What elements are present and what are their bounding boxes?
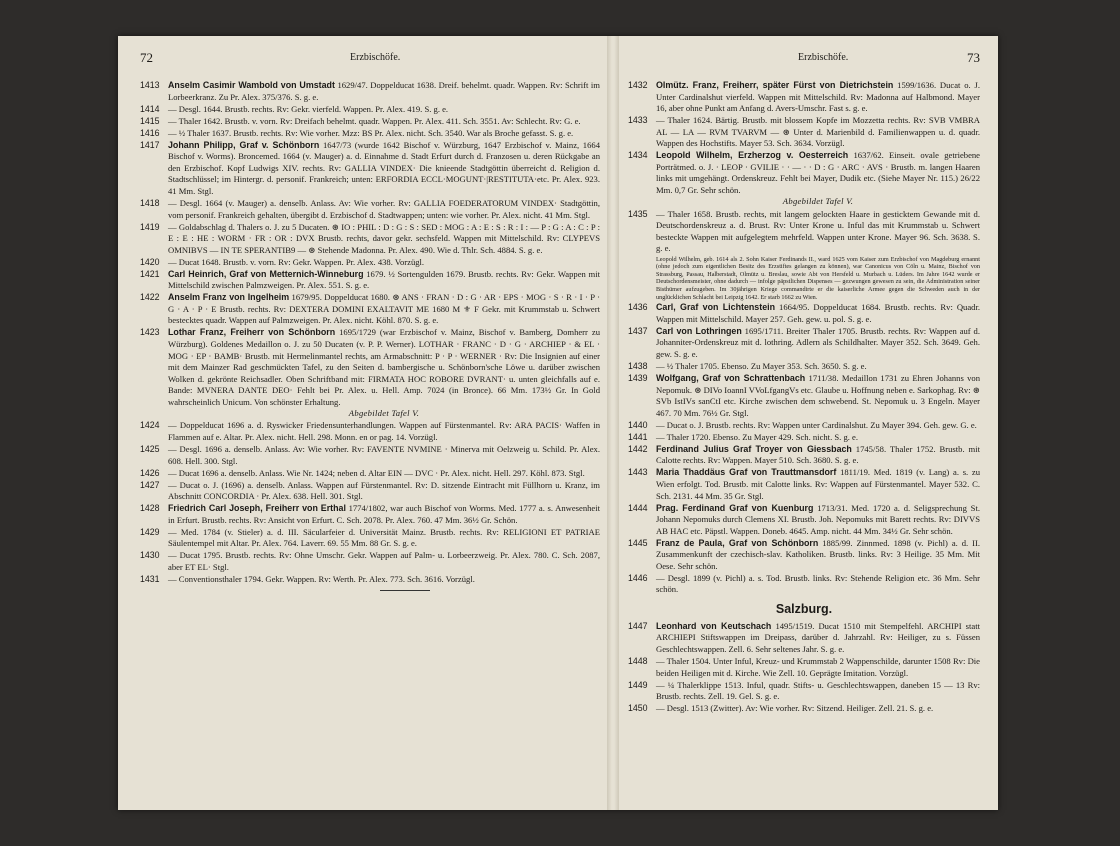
catalog-entry (140, 468, 600, 480)
entry-number: 1432 (628, 80, 648, 90)
entry-number: 1428 (140, 503, 160, 514)
catalog-entry (140, 292, 600, 327)
entry-text: — Ducat 1696 a. denselb. Anlass. Wie Nr. 1424; neben d. Altar EIN — DVC · Pr. Alex. nicht. Hell. 297. Köhl. 873. Stgl. (168, 467, 585, 478)
catalog-entry (628, 680, 980, 703)
left-page-number: 72 (140, 50, 153, 65)
entry-number: 1434 (628, 150, 648, 161)
plate-caption: Abgebildet Tafel V. (348, 408, 420, 419)
entry-text: 1695/1711. Breiter Thaler 1705. Brustb. rechts. Rv: Wappen auf d. Johanniter-Ordenskreuz mit d. lothring. Adlern als Schildhalter. Mayer 352. Sch. 3649. Geh. gew. S. g. e. (656, 325, 980, 359)
entry-ruler-name: Friedrich Carl Joseph, Freiherr von Erthal (168, 503, 346, 514)
entry-text: — ½ Thaler 1705. Ebenso. Zu Mayer 353. Sch. 3650. S. g. e. (656, 361, 867, 371)
entry-ruler-name: Wolfgang, Graf von Schrattenbach (656, 373, 806, 384)
entry-text: — Ducat o. J. Brustb. rechts. Rv: Wappen unter Cardinalshut. Zu Mayer 394. Geh. gew. G. e. (656, 419, 977, 430)
catalog-entry (628, 656, 980, 679)
catalog-entry (628, 361, 980, 373)
catalog-entry (140, 574, 600, 586)
entry-ruler-name: Maria Thaddäus Graf von Trauttmansdorf (656, 467, 837, 478)
catalog-entry (140, 527, 600, 550)
entry-number: 1433 (628, 115, 648, 126)
entry-text: — Goldabschlag d. Thalers o. J. zu 5 Ducaten. ⊛ IO : PHIL : D : G : S : SED : MOG : A : E : S : R : I : — P : G : A : C : P : E : E : HE : WORM · FR : OR : DVX Brustb. rechts, davor gekr. sechsfeld. Wappen mit Mittelschild. Rv: CLYPEVS OMNIBVS — IN TE SPERANTIB9 — ⊛ Stehende Madonna. Pr. Alex. 490. Wie d. Thlr. Sch. 4884. S. g. e. (168, 221, 600, 255)
entry-ruler-name: Ferdinand Julius Graf Troyer von Giessbach (656, 443, 852, 454)
salzburg-entry-list (628, 621, 980, 715)
entry-number: 1447 (628, 620, 648, 631)
catalog-entry (140, 420, 600, 443)
entry-number: 1417 (140, 139, 160, 150)
right-page (628, 50, 980, 715)
entry-text: — Conventionsthaler 1794. Gekr. Wappen. Rv: Werth. Pr. Alex. 773. Sch. 3616. Vorzügl. (168, 573, 475, 584)
left-page (140, 50, 600, 591)
catalog-entry (628, 150, 980, 208)
entry-text: 1599/1636. Ducat o. J. Unter Cardinalshut vierfeld. Wappen mit Mittelschild. Rv: Madonna auf Halbmond. Mayer 16, aber ohne Punkt am Anfang d. Avers-Umschr. Fast s. g. e. (656, 80, 980, 114)
catalog-entry (140, 198, 600, 221)
catalog-entry (628, 80, 980, 115)
catalog-entry (628, 326, 980, 361)
entry-text: — Ducat o. J. (1696) a. denselb. Anlass. Wappen auf Fürstenmantel. Rv: D. sitzende Eintracht mit Füllhorn u. Kranz, im Abschnitt CONCORDIA · Pr. Alex. 638. Hell. 301. Stgl. (168, 479, 600, 502)
entry-text: 1885/99. Zinnmed. 1898 (v. Pichl) a. d. II. Zusammenkunft der czechisch-slav. Katholiken. Brustb. links. Rv: 3 Heilige. 35 Mm. Mit Oese. Sehr schön. (656, 537, 980, 571)
entry-text: 1695/1729 (war Erzbischof v. Mainz, Bischof v. Bamberg, Domherr zu Würzburg). Goldenes Medaillon o. J. zu 50 Ducaten (v. P. P. Werner). LOTHAR · FRANC · D · G · ARCHIEP · & EL · MOG · EP · BAMB· Brustb. mit Hermelinmantel rechts, am Armabschnitt: P · P · WERNER · Rv: Die Insignien auf einer mit dem Mainzer Rad geschmückten Tafel, zu den Seiten d. bambergische u. Schönborn'sche Löwe u. darüber zwischen Wolken d. gekrönte Reichsadler. Oben Schriftband mit: FIRMATA HOC ROBORE DVRANT· u. unten gleichfalls auf e. Bande: MVNERA DANTE DEO· Fehlt bei Pr. Alex. u. Hell. Amp. 7024 (in Bronce). 66 Mm. 173½ Gr. In Gold wahrscheinlich Unicum. Von schönster Erhaltung. (168, 327, 601, 407)
entry-text: — Med. 1784 (v. Stieler) a. d. III. Säcularfeier d. Universität Mainz. Brustb. rechts. Rv: RELIGIONI ET PATRIAE Säulentempel mit Altar. Pr. Alex. 764. Laverr. 69. 55 Mm. 88 Gr. S. g. e. (168, 526, 600, 549)
entry-ruler-name: Leonhard von Keutschach (656, 620, 772, 631)
entry-ruler-name: Leopold Wilhelm, Erzherzog v. Oesterreich (656, 150, 849, 161)
entry-number: 1442 (628, 443, 648, 454)
entry-number: 1443 (628, 467, 648, 478)
entry-text: — Desgl. 1899 (v. Pichl) a. s. Tod. Brustb. links. Rv: Stehende Religion etc. 36 Mm. Sehr schön. (656, 572, 980, 595)
entry-text: — Desgl. 1513 (Zwitter). Av: Wie vorher. Rv: Sitzend. Heiliger. Zell. 21. S. g. e. (656, 703, 934, 714)
catalog-entry (628, 373, 980, 419)
catalog-entry (140, 480, 600, 503)
catalog-entry (140, 104, 600, 116)
catalog-entry (140, 80, 600, 103)
entry-number: 1426 (140, 467, 160, 478)
catalog-entry (140, 116, 600, 128)
right-running-head (628, 50, 980, 66)
left-entry-list (140, 80, 600, 586)
catalog-entry (628, 467, 980, 502)
catalog-entry (628, 538, 980, 573)
entry-number: 1438 (628, 361, 648, 371)
catalog-entry (140, 444, 600, 467)
catalog-entry (628, 444, 980, 467)
entry-text: 1647/73 (wurde 1642 Bischof v. Würzburg, 1647 Erzbischof v. Mainz, 1664 Bischof v. Worms). Broncemed. 1664 (v. Mauger) a. d. Einnahme d. Stadt Erfurt durch d. Franzosen u. deren Rückgabe an den Erzbischof. Kopf Ludwigs XIV. rechts. Rv: GALLIA VINDEX· Die knieende Stadtgöttin überreicht d. Religion d. Stadtschlüssel; im Hintergr. d. personif. Frankreich; unten: ERFORDIA ECCL·MOGUNT·|RESTITUTA·etc. Pr. Alex. 923. 41 Mm. Stgl. (168, 139, 600, 196)
entry-number: 1441 (628, 431, 648, 442)
right-entry-list (628, 80, 980, 596)
entry-ruler-name: Franz de Paula, Graf von Schönborn (656, 537, 819, 548)
entry-text: — Thaler 1504. Unter Inful, Kreuz- und Krummstab 2 Wappenschilde, darunter 1508 Rv: Die beiden Heiligen mit d. Kirche. Wie Zell. 10. Geprägte Imitation. Vorzügl. (656, 656, 980, 678)
entry-number: 1448 (628, 656, 648, 667)
entry-text: — Ducat 1795. Brustb. rechts. Rv: Ohne Umschr. Gekr. Wappen auf Palm- u. Lorbeerzweig. Pr. Alex. 780. C. Sch. 2087, aber ET EL· Stgl. (168, 550, 600, 572)
entry-text: 1713/31. Med. 1720 a. d. Seligsprechung St. Johann Nepomuks durch Clemens XI. Brustb. Joh. Nepomuks mit Barett rechts. Rv: DIVVS AB HAC etc. Päpstl. Wappen. Doneb. 4645. Amp. nicht. 44 Mm. 34½ Gr. Sehr schön. (656, 502, 980, 536)
entry-number: 1437 (628, 325, 648, 336)
entry-ruler-name: Carl Heinrich, Graf von Metternich-Winneburg (168, 268, 364, 279)
right-page-number: 73 (967, 50, 980, 65)
catalog-entry (628, 420, 980, 432)
entry-ruler-name: Carl von Lothringen (656, 325, 742, 336)
entry-number: 1450 (628, 703, 648, 714)
entry-text: — Desgl. 1696 a. denselb. Anlass. Av: Wie vorher. Rv: FAVENTE NVMINE · Minerva mit Oelzweig u. Schild. Pr. Alex. 608. Hell. 300. Stgl. (168, 443, 600, 466)
book-gutter (607, 36, 619, 810)
entry-text: — ½ Thaler 1637. Brustb. rechts. Rv: Wie vorher. Mzz: BS Pr. Alex. nicht. Sch. 3540. War als Broche gefasst. S. g. e. (168, 127, 574, 138)
entry-text: — Thaler 1720. Ebenso. Zu Mayer 429. Sch. nicht. S. g. e. (656, 431, 858, 442)
end-rule (380, 590, 430, 591)
entry-text: 1774/1802, war auch Bischof von Worms. Med. 1777 a. s. Anwesenheit in Erfurt. Brustb. rechts. Rv: Ansicht von Erfurt. C. Sch. 2078. Pr. Alex. 760. 47 Mm. 36½ Gr. Schön. (168, 503, 601, 525)
entry-number: 1430 (140, 550, 160, 561)
right-running-title: Erzbischöfe. (798, 52, 849, 63)
entry-text: — Thaler 1658. Brustb. rechts, mit langem gelockten Haare in gesticktem Gewande mit d. Deutschordenskreuz a. d. Brust. Rv: Unter Krone u. Inful das mit Krummstab u. Schwert besteckte Wappen mit aufgelegtem mehrfeld. Wappen unter Krone. Mayer 96. Sch. 3638. S. g. e. (656, 208, 980, 254)
section-heading: Salzburg. (775, 601, 833, 616)
entry-text: 1711/38. Medaillon 1731 zu Ehren Johanns von Nepomuk. ⊛ DIVo IoannI VVoLfgangVs etc. Glaube u. Hoffnung neben e. Sarkophag. Rv: ⊛ SVb IstIVs sanCtI etc. Kirche zwischen dem schwebend. St. Nepomuk u. 3 Engeln. Mayer 467. 70 Mm. 76½ Gr. Stgl. (656, 373, 981, 418)
entry-number: 1429 (140, 526, 160, 537)
entry-number: 1416 (140, 127, 160, 138)
entry-number: 1425 (140, 443, 160, 454)
entry-number: 1431 (140, 573, 160, 584)
catalog-entry (628, 209, 980, 302)
catalog-entry (628, 115, 980, 150)
entry-number: 1440 (628, 419, 648, 430)
entry-text: 1679/95. Doppelducat 1680. ⊛ ANS · FRAN · D : G · AR · EPS · MOG · S · R · I · P · G · A · P · E Brustb. rechts. Rv: DEXTERA DOMINI EXALTAVIT ME 1680 M ⚜ F Gekr. mit Krummstab u. Schwert bestecktes quadr. Wappen auf Palmzweigen. Pr. Alex. nicht. Köhl. 870. S. g. e. (168, 292, 600, 326)
catalog-entry (628, 503, 980, 538)
entry-ruler-name: Prag. Ferdinand Graf von Kuenburg (656, 502, 814, 513)
catalog-entry (140, 222, 600, 257)
plate-caption: Abgebildet Tafel V. (782, 196, 854, 207)
catalog-entry (140, 257, 600, 269)
entry-text: — Thaler 1624. Bärtig. Brustb. mit blossem Kopfe im Mozzetta rechts. Rv: SVB VMBRA AL — LA — RVM TVARVM — ⊛ Unter d. Marienbild d. Familienwappen u. d. quadr. Wappen des Hochstifts. Mayer 53. Sch. 3634. Vorzügl. (656, 115, 980, 149)
entry-number: 1419 (140, 221, 160, 232)
entry-number: 1422 (140, 292, 160, 303)
book-spread (118, 36, 998, 810)
entry-text: 1664/95. Doppelducat 1684. Brustb. rechts. Rv: Quadr. Wappen mit Mittelschild. Mayer 257. Geh. gew. u. pol. S. g. e. (656, 302, 980, 324)
entry-number: 1421 (140, 268, 160, 279)
entry-ruler-name: Anselm Casimir Wambold von Umstadt (168, 80, 335, 90)
catalog-entry (628, 432, 980, 444)
entry-number: 1445 (628, 537, 648, 548)
entry-text: — Thaler 1642. Brustb. v. vorn. Rv: Dreifach behelmt. quadr. Wappen. Pr. Alex. 411. Sch. 3551. Av: Schlecht. Rv: G. e. (168, 115, 581, 126)
entry-ruler-name: Lothar Franz, Freiherr von Schönborn (168, 327, 336, 338)
entry-number: 1414 (140, 103, 160, 114)
entry-number: 1449 (628, 679, 648, 690)
entry-text: 1629/47. Doppelducat 1638. Dreif. behelmt. quadr. Wappen. Rv: Schrift im Lorbeerkranz. Zu Pr. Alex. 375/376. S. g. e. (168, 80, 600, 102)
entry-text: 1745/58. Thaler 1752. Brustb. mit Calotte rechts. Rv: Wappen. Mayer 510. Sch. 3680. S. g. e. (656, 443, 980, 466)
entry-number: 1446 (628, 572, 648, 583)
entry-number: 1420 (140, 256, 160, 267)
entry-text: 1637/62. Einseit. ovale getriebene Porträtmed. o. J. · LEOP · GVILIE · · — · · D : G · ARC · AVS · Brustb. m. langen Haaren links mit umgehängt. Ordenskreuz. Fehlt bei Mayer, Dudik etc. (Siehe Mayer Nr. 115.) 26/22 Mm. 0,7 Gr. Sehr schön. (656, 150, 980, 195)
entry-ruler-name: Johann Philipp, Graf v. Schönborn (168, 139, 320, 150)
entry-text: 1495/1519. Ducat 1510 mit Stempelfehl. ARCHIPI statt ARCHIEPI Stiftswappen im Dreipass, darüber d. Jahrzahl. Rv: Heiliger, zu s. Füssen Geschlechtswappen. Zell. 6. Sehr seltenes Jahr. S. g. e. (656, 620, 980, 655)
catalog-entry (140, 269, 600, 292)
entry-text: — ¼ Thalerklippe 1513. Inful, quadr. Stifts- u. Geschlechtswappen, daneben 15 — 13 Rv: Brustb. rechts. Zell. 19. Gel. S. g. e. (656, 679, 980, 702)
entry-number: 1415 (140, 115, 160, 126)
catalog-entry (628, 573, 980, 596)
catalog-entry (140, 128, 600, 140)
entry-text: — Desgl. 1664 (v. Mauger) a. denselb. Anlass. Av: Wie vorher. Rv: GALLIA FOEDERATORUM VINDEX· Stadtgöttin, vom personif. Frankreich gehalten, übergibt d. Erzbischof d. Stadtwappen; unten: wie vorher. Pr. Alex. nicht. 41 Mm. Stgl. (168, 197, 600, 220)
entry-text: — Doppelducat 1696 a. d. Ryswicker Friedensunterhandlungen. Wappen auf Fürstenmantel. Rv: ARA PACIS· Waffen in Flammen auf e. Altar. Pr. Alex. nicht. Hell. 298. Monn. en or pag. 14. Vorzügl. (168, 420, 600, 442)
entry-text: — Desgl. 1644. Brustb. rechts. Rv: Gekr. vierfeld. Wappen. Pr. Alex. 419. S. g. e. (168, 103, 449, 114)
catalog-entry (140, 503, 600, 526)
catalog-entry (628, 302, 980, 325)
entry-ruler-name: Olmütz. Franz, Freiherr, später Fürst von Dietrichstein (656, 80, 894, 90)
biographical-note: Leopold Wilhelm, geb. 1614 als 2. Sohn Kaiser Ferdinands II., ward 1625 vom Kaiser zum Erzbischof von Magdeburg ernannt (ohne jedoch zum eigentlichen Besitz des Erzstiftes gelangen zu können), war Canonicus von Cöln u. Mainz, Bischof von Strassburg, Passau, Halberstadt, Olmütz u. Breslau, sowie Abt von Hersfeld u. Murbach u. Lüders. Im Jahre 1642 wurde er Deutschordensmeister, ohne dadurch — infolge päpstlichen Dispenses — gezwungen gewesen zu sein, die Administration seiner Bisthümer aufzugeben. Im 30jährigen Kriege commandirte er die kaiserliche Armee gegen die Schweden auch in der unglücklichen Schlacht bei Leipzig 1642. Er starb 1662 zu Wien. (656, 255, 980, 301)
entry-ruler-name: Carl, Graf von Lichtenstein (656, 302, 776, 313)
entry-text: 1811/19. Med. 1819 (v. Lang) a. s. zu Wien erfolgt. Tod. Brustb. mit Calotte links. Rv: Wappen auf Fürstenmantel. Mayer 532. C. Sch. 2131. 44 Mm. 35 Gr. Stgl. (656, 467, 981, 501)
entry-number: 1413 (140, 80, 160, 90)
left-running-head (140, 50, 600, 66)
entry-number: 1418 (140, 197, 160, 208)
entry-number: 1444 (628, 502, 648, 513)
entry-number: 1436 (628, 302, 648, 313)
catalog-entry (140, 327, 600, 419)
entry-text: — Ducat 1648. Brustb. v. vorn. Rv: Gekr. Wappen. Pr. Alex. 438. Vorzügl. (168, 256, 425, 267)
entry-ruler-name: Anselm Franz von Ingelheim (168, 292, 290, 303)
entry-text: 1679. ½ Sortengulden 1679. Brustb. rechts. Rv: Gekr. Wappen mit Mittelschild zwischen Palmzweigen. Pr. Alex. 551. S. g. e. (168, 268, 600, 291)
entry-number: 1439 (628, 373, 648, 384)
catalog-entry (140, 140, 600, 198)
catalog-entry (628, 703, 980, 715)
entry-number: 1424 (140, 420, 160, 431)
entry-number: 1423 (140, 327, 160, 338)
catalog-entry (140, 550, 600, 573)
entry-number: 1427 (140, 479, 160, 490)
entry-number: 1435 (628, 208, 648, 219)
catalog-entry (628, 621, 980, 656)
left-running-title: Erzbischöfe. (350, 52, 401, 63)
